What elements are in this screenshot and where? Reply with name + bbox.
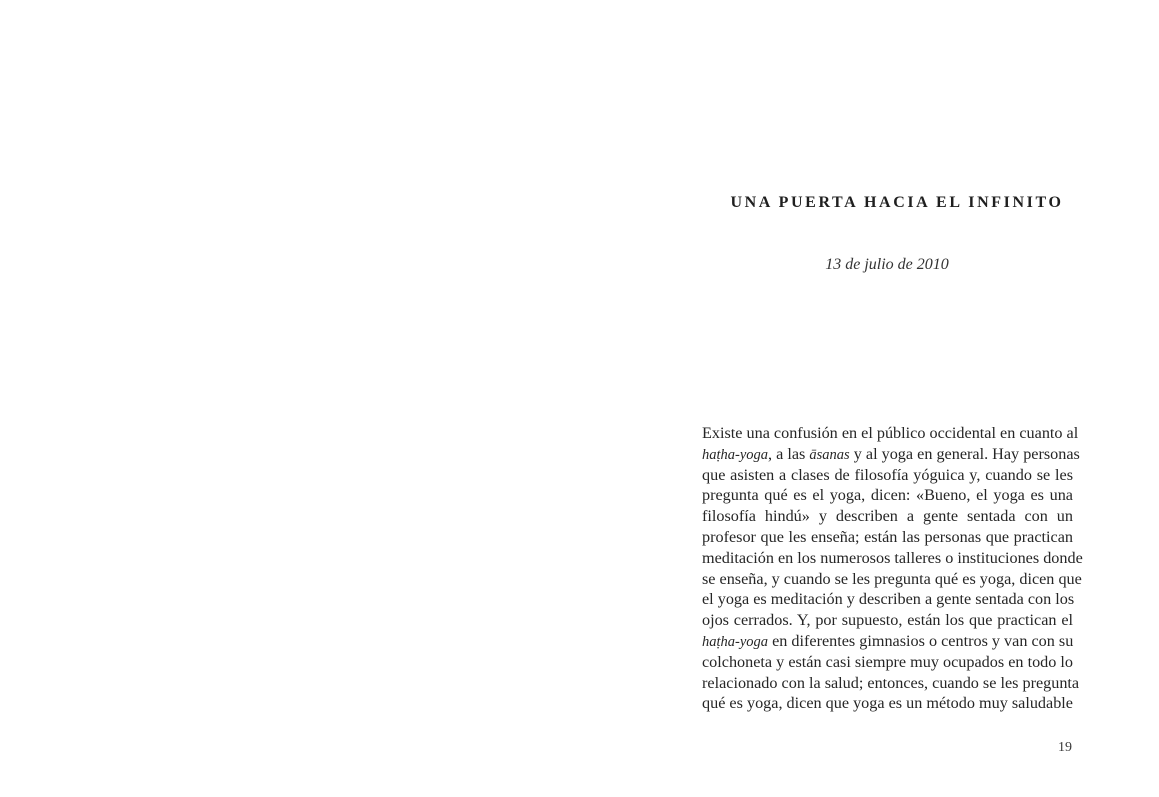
italic-term: haṭha-yoga <box>702 446 769 463</box>
body-text-run: meditación en los numerosos talleres o instituciones donde <box>702 548 1083 567</box>
body-text-run: colchoneta y están casi siempre muy ocupados en todo lo <box>702 652 1073 671</box>
body-text-run: filosofía hindú» y describen a gente sentada con un <box>702 507 1073 526</box>
body-text-run: se enseña, y cuando se les pregunta qué es yoga, dicen que <box>702 569 1082 588</box>
body-text-run: qué es yoga, dicen que yoga es un método muy saludable <box>702 694 1073 713</box>
body-line <box>702 652 1073 673</box>
body-paragraph <box>702 423 1083 714</box>
body-line <box>702 548 1083 569</box>
body-text-run: y al yoga en general. Hay personas <box>849 444 1080 463</box>
body-line <box>702 444 1080 465</box>
italic-term: haṭha-yoga <box>702 633 769 650</box>
italic-term: āsanas <box>809 446 850 463</box>
body-text-run: que asisten a clases de filosofía yóguica y, cuando se les <box>702 465 1073 484</box>
body-text-run: relacionado con la salud; entonces, cuando se les pregunta <box>702 673 1080 692</box>
body-line <box>702 589 1073 610</box>
body-line <box>702 423 1079 444</box>
right-page <box>580 0 1159 797</box>
chapter-title: UNA PUERTA HACIA EL INFINITO <box>730 194 1064 211</box>
page-number: 19 <box>1058 740 1072 755</box>
body-text-run: en diferentes gimnasios o centros y van con su <box>768 631 1074 650</box>
body-line <box>702 569 1082 590</box>
body-line <box>702 631 1073 652</box>
body-line <box>702 527 1073 548</box>
body-text-run: , a las <box>768 444 810 463</box>
body-line <box>702 610 1073 631</box>
chapter-date: 13 de julio de 2010 <box>825 256 949 273</box>
body-line <box>702 465 1073 486</box>
body-line <box>702 693 1073 714</box>
body-text-run: ojos cerrados. Y, por supuesto, están los que practican el <box>702 611 1073 630</box>
body-text-run: Existe una confusión en el público occidental en cuanto al <box>702 424 1079 442</box>
body-line <box>702 485 1073 506</box>
body-line <box>702 673 1080 694</box>
body-text-run: profesor que les enseña; están las personas que practican <box>702 527 1073 546</box>
body-text-run: el yoga es meditación y describen a gente sentada con los <box>702 590 1075 609</box>
body-text-run: pregunta qué es el yoga, dicen: «Bueno, el yoga es una <box>702 486 1073 505</box>
body-line <box>702 506 1073 527</box>
